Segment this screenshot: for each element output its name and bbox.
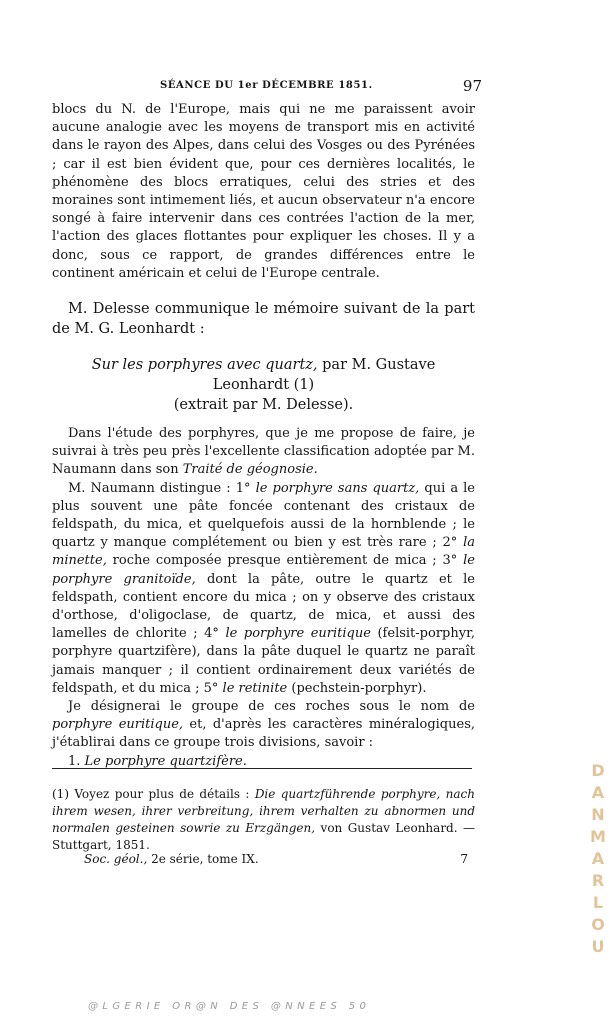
text-run: et, d'après les caractères minéralogiques, j'établirai dans ce groupe trois divisions, savoir : [52,717,475,751]
text-run: M. Naumann distingue : 1° [68,480,256,496]
text-run: von Gustav Leonhard. — Stuttgart, 1851. [52,821,476,852]
text-run: Je désignerai le groupe de ces roches sous le nom de [68,699,475,715]
footnote-text [52,786,475,854]
bottom-watermark: @LGERIE OR@N DES @NNEES 50 [88,1001,371,1012]
paragraph-intro-italic: Traité de géognosie. [182,462,318,478]
watermark-letter: A [591,783,605,802]
page-number: 97 [462,77,482,95]
signature-series: 2e série, tome IX. [147,852,259,866]
term-italic: le retinite [222,680,288,696]
footnote-divider [52,768,472,769]
text-run: dont la pâte, outre le quartz et le feldspath, contient encore du mica ; on y observe des cristaux d'orthose, d'oligoclase, de quartz, de mica, et aussi des lamelles de chlorite ; 4° [52,571,475,642]
paragraph-continuation: blocs du N. de l'Europe, mais qui ne me paraissent avoir aucune analogie avec les moyens de transport mis en activité dans le rayon des Alpes, dans celui des Vosges ou des Pyrénées ; car il est bien évident que, pour ces dernières localités, le phénomène des blocs erratiques, celui des stries et des moraines sont intimement liés, et aucun observateur n'a encore songé à faire intervenir dans ces contrées l'action de la mer, l'action des glaces flottantes pour expliquer les choses. Il y a donc, sous ce rapport, de grandes différences entre le continent américain et celui de l'Europe centrale. [52,102,475,281]
signature-society: Soc. géol., [84,852,148,866]
text-run: (pechstein-porphyr). [287,680,427,696]
term-italic: porphyre euritique, [52,717,184,733]
memoir-title-author: par M. Gustave Leonhardt (1) [212,357,436,394]
footnote [52,786,475,854]
text-run: (felsit-porphyr, porphyre quartzifère), dans la pâte duquel le quartz ne paraît jamais manquer ; il contient ordinairement deux variétés de feldspath, et du mica ; 5° [52,626,475,696]
paragraph-divisions [52,698,475,753]
term-italic: le porphyre euritique [225,626,371,642]
memoir-title-subtitle: (extrait par M. Delesse). [173,397,354,414]
list-item-text: Le porphyre quartzifère. [84,753,247,769]
signature-mark: 7 [460,852,468,866]
watermark-letter: R [591,871,605,890]
paragraph-intro-text: Dans l'étude des porphyres, que je me propose de faire, je suivrai à très peu près l'excellente classification adoptée par M. Naumann dans son [52,426,475,478]
watermark-letter: M [590,827,606,846]
signature-line [84,852,474,870]
running-title: SÉANCE DU 1er DÉCEMBRE 1851. [160,80,373,91]
term-italic: le porphyre sans quartz, [255,480,420,496]
watermark-letter: A [591,849,605,868]
watermark-letter: O [591,915,605,934]
watermark-letter: L [592,893,604,912]
list-item-number: 1. [68,753,81,769]
paragraph-classification [52,480,475,698]
text-run: roche composée presque entièrement de mica ; 3° [106,553,464,569]
term-italic: la minette, [52,535,475,569]
text-run: qui a le plus souvent une pâte foncée contenant des cristaux de feldspath, du mica, et quelquefois aussi de la hornblende ; le quartz y manque complétement ou bien y est très rare ; 2° [52,480,475,551]
footnote-italic: Die quartzführende porphyre, nach ihrem wesen, ihrer verbreitung, ihrem verhalten zu abnormen und normalen gesteinen sowrie zu Erzgängen, [52,787,476,835]
side-watermark [588,760,608,958]
watermark-letter: U [591,937,605,956]
page-body [52,101,475,771]
text-run: (1) Voyez pour plus de détails : [52,787,255,801]
watermark-letter: N [591,805,605,824]
section-intro: M. Delesse communique le mémoire suivant de la part de M. G. Leonhardt : [52,301,475,338]
running-header [52,77,482,97]
watermark-letter: D [591,761,605,780]
memoir-title [52,355,475,415]
memoir-title-italic: Sur les porphyres avec quartz, [91,357,318,374]
paragraph-intro [52,425,475,480]
term-italic: le porphyre granitoïde, [52,553,475,587]
